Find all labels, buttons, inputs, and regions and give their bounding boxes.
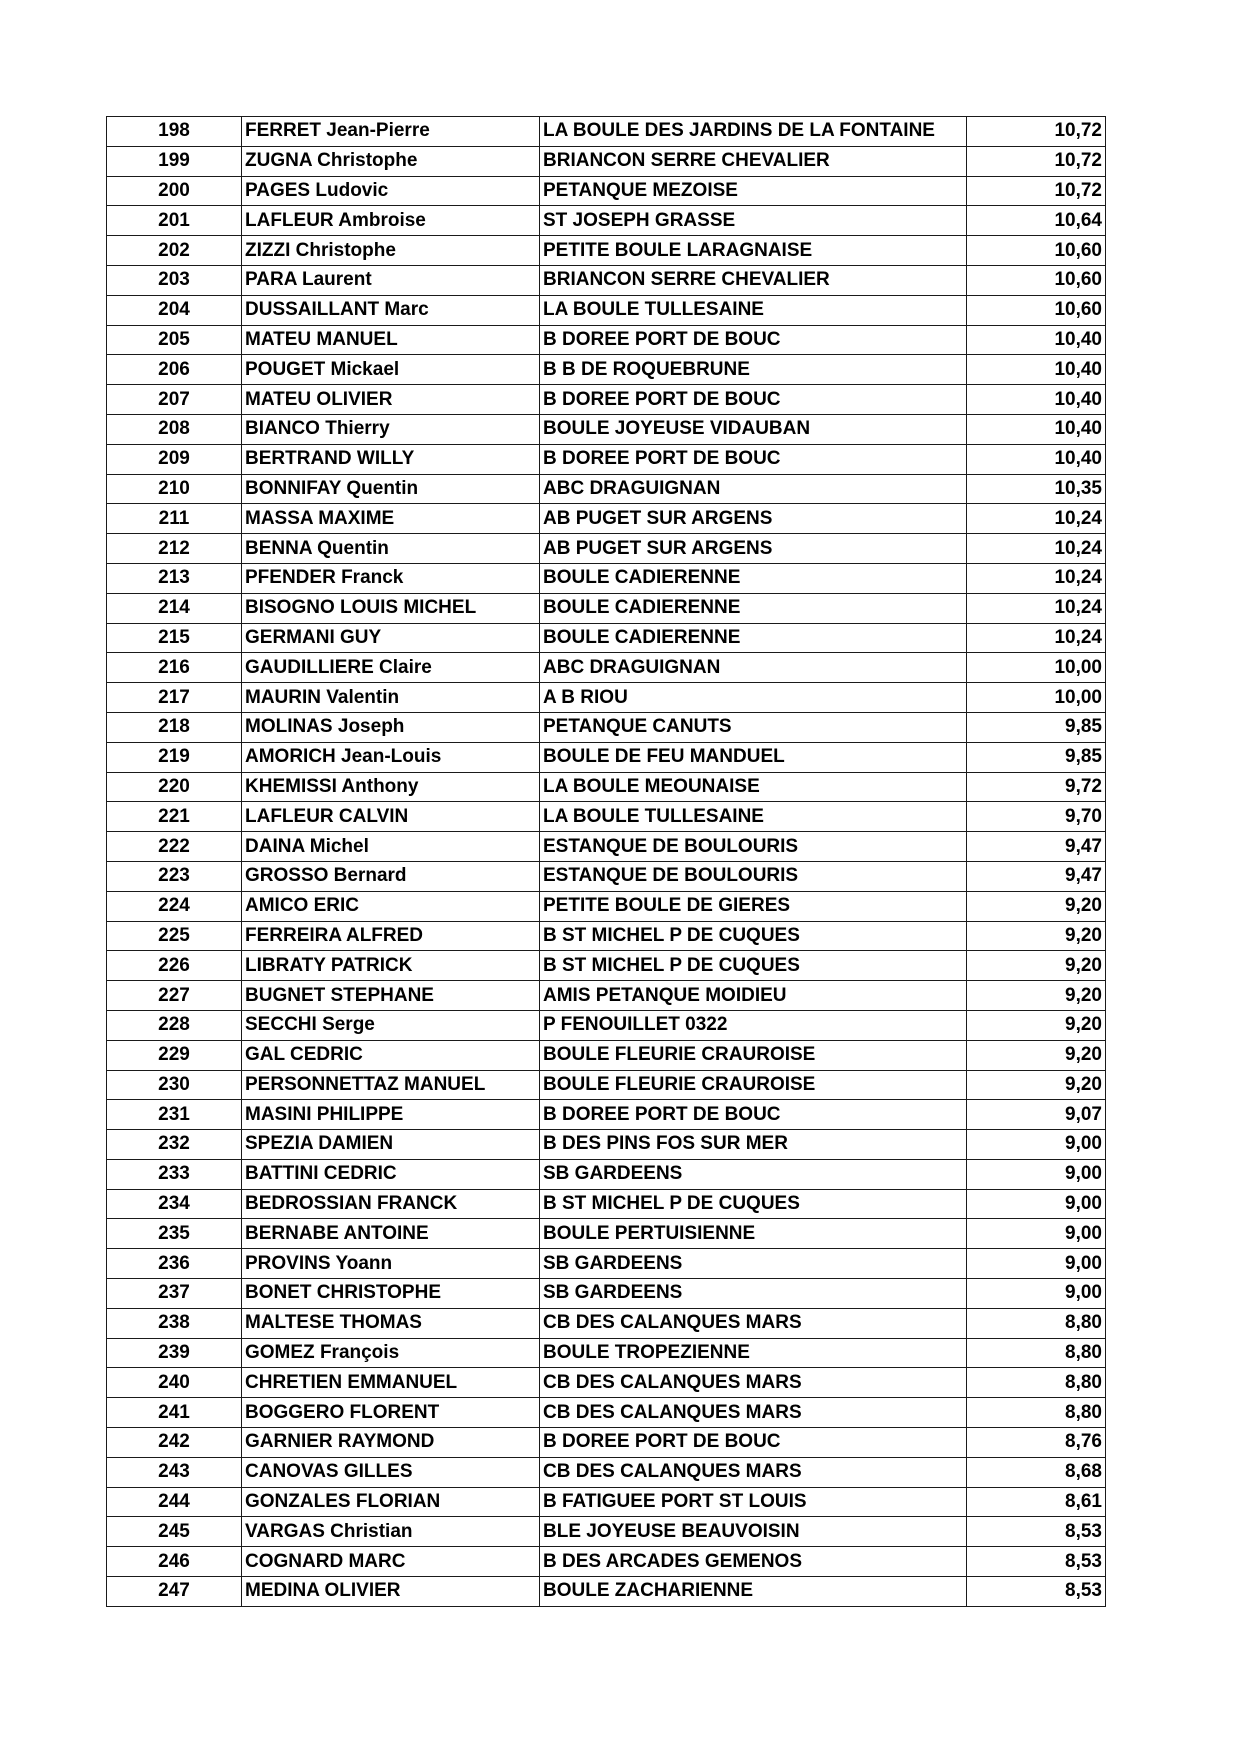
table-row bbox=[107, 1308, 1106, 1338]
ranking-table bbox=[106, 116, 1106, 1607]
player-name-cell: FERREIRA ALFRED bbox=[242, 921, 540, 951]
score-cell: 9,47 bbox=[967, 832, 1106, 862]
rank-cell: 202 bbox=[107, 236, 242, 266]
player-name-cell: GAL CEDRIC bbox=[242, 1040, 540, 1070]
club-name-cell: ABC DRAGUIGNAN bbox=[540, 653, 967, 683]
club-name-cell: A B RIOU bbox=[540, 683, 967, 713]
table-row bbox=[107, 683, 1106, 713]
player-name-cell: BATTINI CEDRIC bbox=[242, 1159, 540, 1189]
player-name-cell: MEDINA OLIVIER bbox=[242, 1577, 540, 1607]
rank-cell: 242 bbox=[107, 1428, 242, 1458]
rank-cell: 205 bbox=[107, 325, 242, 355]
player-name-cell: GAUDILLIERE Claire bbox=[242, 653, 540, 683]
player-name-cell: PERSONNETTAZ MANUEL bbox=[242, 1070, 540, 1100]
player-name-cell: MATEU MANUEL bbox=[242, 325, 540, 355]
rank-cell: 232 bbox=[107, 1130, 242, 1160]
rank-cell: 200 bbox=[107, 176, 242, 206]
score-cell: 10,64 bbox=[967, 206, 1106, 236]
rank-cell: 206 bbox=[107, 355, 242, 385]
club-name-cell: B DOREE PORT DE BOUC bbox=[540, 444, 967, 474]
table-row bbox=[107, 1130, 1106, 1160]
rank-cell: 241 bbox=[107, 1398, 242, 1428]
player-name-cell: BERNABE ANTOINE bbox=[242, 1219, 540, 1249]
club-name-cell: P FENOUILLET 0322 bbox=[540, 1010, 967, 1040]
rank-cell: 216 bbox=[107, 653, 242, 683]
score-cell: 9,00 bbox=[967, 1249, 1106, 1279]
player-name-cell: COGNARD MARC bbox=[242, 1547, 540, 1577]
score-cell: 10,24 bbox=[967, 534, 1106, 564]
rank-cell: 214 bbox=[107, 593, 242, 623]
club-name-cell: BOULE DE FEU MANDUEL bbox=[540, 742, 967, 772]
table-row bbox=[107, 176, 1106, 206]
club-name-cell: BLE JOYEUSE BEAUVOISIN bbox=[540, 1517, 967, 1547]
table-row bbox=[107, 1487, 1106, 1517]
club-name-cell: PETANQUE MEZOISE bbox=[540, 176, 967, 206]
score-cell: 9,72 bbox=[967, 772, 1106, 802]
player-name-cell: GONZALES FLORIAN bbox=[242, 1487, 540, 1517]
player-name-cell: GOMEZ François bbox=[242, 1338, 540, 1368]
table-row bbox=[107, 1249, 1106, 1279]
score-cell: 8,53 bbox=[967, 1547, 1106, 1577]
player-name-cell: DAINA Michel bbox=[242, 832, 540, 862]
club-name-cell: B DES PINS FOS SUR MER bbox=[540, 1130, 967, 1160]
club-name-cell: ESTANQUE DE BOULOURIS bbox=[540, 861, 967, 891]
player-name-cell: BONET CHRISTOPHE bbox=[242, 1279, 540, 1309]
player-name-cell: PFENDER Franck bbox=[242, 563, 540, 593]
club-name-cell: B ST MICHEL P DE CUQUES bbox=[540, 921, 967, 951]
score-cell: 10,60 bbox=[967, 236, 1106, 266]
table-row bbox=[107, 832, 1106, 862]
table-row bbox=[107, 1368, 1106, 1398]
club-name-cell: BOULE JOYEUSE VIDAUBAN bbox=[540, 414, 967, 444]
rank-cell: 207 bbox=[107, 385, 242, 415]
club-name-cell: BOULE FLEURIE CRAUROISE bbox=[540, 1040, 967, 1070]
club-name-cell: B DOREE PORT DE BOUC bbox=[540, 325, 967, 355]
club-name-cell: AB PUGET SUR ARGENS bbox=[540, 534, 967, 564]
score-cell: 9,20 bbox=[967, 951, 1106, 981]
club-name-cell: BOULE CADIERENNE bbox=[540, 623, 967, 653]
rank-cell: 243 bbox=[107, 1457, 242, 1487]
score-cell: 10,72 bbox=[967, 146, 1106, 176]
table-row bbox=[107, 295, 1106, 325]
rank-cell: 246 bbox=[107, 1547, 242, 1577]
player-name-cell: MASINI PHILIPPE bbox=[242, 1100, 540, 1130]
club-name-cell: SB GARDEENS bbox=[540, 1279, 967, 1309]
score-cell: 9,00 bbox=[967, 1130, 1106, 1160]
table-row bbox=[107, 1010, 1106, 1040]
club-name-cell: LA BOULE DES JARDINS DE LA FONTAINE bbox=[540, 117, 967, 147]
table-row bbox=[107, 772, 1106, 802]
score-cell: 10,24 bbox=[967, 623, 1106, 653]
rank-cell: 233 bbox=[107, 1159, 242, 1189]
rank-cell: 203 bbox=[107, 265, 242, 295]
player-name-cell: FERRET Jean-Pierre bbox=[242, 117, 540, 147]
score-cell: 10,40 bbox=[967, 325, 1106, 355]
rank-cell: 226 bbox=[107, 951, 242, 981]
score-cell: 8,80 bbox=[967, 1368, 1106, 1398]
table-row bbox=[107, 265, 1106, 295]
club-name-cell: AMIS PETANQUE MOIDIEU bbox=[540, 981, 967, 1011]
player-name-cell: MASSA MAXIME bbox=[242, 504, 540, 534]
player-name-cell: AMICO ERIC bbox=[242, 891, 540, 921]
rank-cell: 237 bbox=[107, 1279, 242, 1309]
score-cell: 10,40 bbox=[967, 385, 1106, 415]
club-name-cell: ABC DRAGUIGNAN bbox=[540, 474, 967, 504]
score-cell: 8,80 bbox=[967, 1338, 1106, 1368]
rank-cell: 222 bbox=[107, 832, 242, 862]
rank-cell: 247 bbox=[107, 1577, 242, 1607]
player-name-cell: BEDROSSIAN FRANCK bbox=[242, 1189, 540, 1219]
table-row bbox=[107, 921, 1106, 951]
table-row bbox=[107, 563, 1106, 593]
table-row bbox=[107, 1100, 1106, 1130]
club-name-cell: B DOREE PORT DE BOUC bbox=[540, 1100, 967, 1130]
club-name-cell: B FATIGUEE PORT ST LOUIS bbox=[540, 1487, 967, 1517]
rank-cell: 198 bbox=[107, 117, 242, 147]
table-row bbox=[107, 1159, 1106, 1189]
club-name-cell: CB DES CALANQUES MARS bbox=[540, 1398, 967, 1428]
score-cell: 10,40 bbox=[967, 444, 1106, 474]
table-row bbox=[107, 355, 1106, 385]
table-row bbox=[107, 712, 1106, 742]
score-cell: 10,24 bbox=[967, 563, 1106, 593]
rank-cell: 225 bbox=[107, 921, 242, 951]
club-name-cell: LA BOULE TULLESAINE bbox=[540, 802, 967, 832]
rank-cell: 201 bbox=[107, 206, 242, 236]
player-name-cell: DUSSAILLANT Marc bbox=[242, 295, 540, 325]
table-row bbox=[107, 1279, 1106, 1309]
score-cell: 8,53 bbox=[967, 1577, 1106, 1607]
score-cell: 9,00 bbox=[967, 1219, 1106, 1249]
score-cell: 8,76 bbox=[967, 1428, 1106, 1458]
score-cell: 9,20 bbox=[967, 921, 1106, 951]
rank-cell: 223 bbox=[107, 861, 242, 891]
table-row bbox=[107, 891, 1106, 921]
player-name-cell: PROVINS Yoann bbox=[242, 1249, 540, 1279]
score-cell: 9,00 bbox=[967, 1279, 1106, 1309]
score-cell: 8,80 bbox=[967, 1398, 1106, 1428]
table-row bbox=[107, 861, 1106, 891]
club-name-cell: BOULE ZACHARIENNE bbox=[540, 1577, 967, 1607]
player-name-cell: LIBRATY PATRICK bbox=[242, 951, 540, 981]
score-cell: 9,00 bbox=[967, 1189, 1106, 1219]
table-row bbox=[107, 325, 1106, 355]
table-row bbox=[107, 146, 1106, 176]
player-name-cell: VARGAS Christian bbox=[242, 1517, 540, 1547]
rank-cell: 234 bbox=[107, 1189, 242, 1219]
player-name-cell: BIANCO Thierry bbox=[242, 414, 540, 444]
ranking-table-body bbox=[107, 117, 1106, 1607]
score-cell: 9,20 bbox=[967, 1010, 1106, 1040]
player-name-cell: PARA Laurent bbox=[242, 265, 540, 295]
rank-cell: 245 bbox=[107, 1517, 242, 1547]
table-row bbox=[107, 623, 1106, 653]
player-name-cell: MOLINAS Joseph bbox=[242, 712, 540, 742]
club-name-cell: CB DES CALANQUES MARS bbox=[540, 1308, 967, 1338]
score-cell: 9,20 bbox=[967, 1070, 1106, 1100]
table-row bbox=[107, 593, 1106, 623]
rank-cell: 210 bbox=[107, 474, 242, 504]
club-name-cell: BOULE PERTUISIENNE bbox=[540, 1219, 967, 1249]
player-name-cell: POUGET Mickael bbox=[242, 355, 540, 385]
table-row bbox=[107, 117, 1106, 147]
rank-cell: 209 bbox=[107, 444, 242, 474]
player-name-cell: LAFLEUR Ambroise bbox=[242, 206, 540, 236]
club-name-cell: BOULE TROPEZIENNE bbox=[540, 1338, 967, 1368]
score-cell: 9,85 bbox=[967, 712, 1106, 742]
player-name-cell: AMORICH Jean-Louis bbox=[242, 742, 540, 772]
score-cell: 8,53 bbox=[967, 1517, 1106, 1547]
player-name-cell: LAFLEUR CALVIN bbox=[242, 802, 540, 832]
club-name-cell: SB GARDEENS bbox=[540, 1159, 967, 1189]
rank-cell: 217 bbox=[107, 683, 242, 713]
club-name-cell: BRIANCON SERRE CHEVALIER bbox=[540, 146, 967, 176]
score-cell: 10,24 bbox=[967, 593, 1106, 623]
table-row bbox=[107, 236, 1106, 266]
club-name-cell: CB DES CALANQUES MARS bbox=[540, 1368, 967, 1398]
player-name-cell: ZUGNA Christophe bbox=[242, 146, 540, 176]
player-name-cell: MAURIN Valentin bbox=[242, 683, 540, 713]
score-cell: 9,07 bbox=[967, 1100, 1106, 1130]
rank-cell: 221 bbox=[107, 802, 242, 832]
club-name-cell: SB GARDEENS bbox=[540, 1249, 967, 1279]
table-row bbox=[107, 1219, 1106, 1249]
rank-cell: 231 bbox=[107, 1100, 242, 1130]
table-row bbox=[107, 444, 1106, 474]
score-cell: 10,24 bbox=[967, 504, 1106, 534]
table-row bbox=[107, 1547, 1106, 1577]
table-row bbox=[107, 534, 1106, 564]
player-name-cell: GERMANI GUY bbox=[242, 623, 540, 653]
player-name-cell: GARNIER RAYMOND bbox=[242, 1428, 540, 1458]
rank-cell: 236 bbox=[107, 1249, 242, 1279]
score-cell: 9,00 bbox=[967, 1159, 1106, 1189]
club-name-cell: B DOREE PORT DE BOUC bbox=[540, 385, 967, 415]
player-name-cell: CANOVAS GILLES bbox=[242, 1457, 540, 1487]
rank-cell: 219 bbox=[107, 742, 242, 772]
table-row bbox=[107, 414, 1106, 444]
club-name-cell: B ST MICHEL P DE CUQUES bbox=[540, 951, 967, 981]
player-name-cell: KHEMISSI Anthony bbox=[242, 772, 540, 802]
club-name-cell: BOULE CADIERENNE bbox=[540, 593, 967, 623]
player-name-cell: BUGNET STEPHANE bbox=[242, 981, 540, 1011]
rank-cell: 229 bbox=[107, 1040, 242, 1070]
club-name-cell: BOULE FLEURIE CRAUROISE bbox=[540, 1070, 967, 1100]
score-cell: 10,60 bbox=[967, 265, 1106, 295]
player-name-cell: BISOGNO LOUIS MICHEL bbox=[242, 593, 540, 623]
score-cell: 9,85 bbox=[967, 742, 1106, 772]
rank-cell: 218 bbox=[107, 712, 242, 742]
player-name-cell: CHRETIEN EMMANUEL bbox=[242, 1368, 540, 1398]
table-row bbox=[107, 653, 1106, 683]
score-cell: 10,72 bbox=[967, 176, 1106, 206]
player-name-cell: MATEU OLIVIER bbox=[242, 385, 540, 415]
club-name-cell: PETITE BOULE LARAGNAISE bbox=[540, 236, 967, 266]
score-cell: 9,20 bbox=[967, 1040, 1106, 1070]
rank-cell: 208 bbox=[107, 414, 242, 444]
score-cell: 9,20 bbox=[967, 981, 1106, 1011]
player-name-cell: BONNIFAY Quentin bbox=[242, 474, 540, 504]
rank-cell: 213 bbox=[107, 563, 242, 593]
rank-cell: 215 bbox=[107, 623, 242, 653]
club-name-cell: B DES ARCADES GEMENOS bbox=[540, 1547, 967, 1577]
table-row bbox=[107, 951, 1106, 981]
rank-cell: 211 bbox=[107, 504, 242, 534]
score-cell: 10,40 bbox=[967, 414, 1106, 444]
score-cell: 9,47 bbox=[967, 861, 1106, 891]
table-row bbox=[107, 206, 1106, 236]
club-name-cell: LA BOULE TULLESAINE bbox=[540, 295, 967, 325]
club-name-cell: CB DES CALANQUES MARS bbox=[540, 1457, 967, 1487]
rank-cell: 235 bbox=[107, 1219, 242, 1249]
table-row bbox=[107, 1577, 1106, 1607]
club-name-cell: LA BOULE MEOUNAISE bbox=[540, 772, 967, 802]
rank-cell: 240 bbox=[107, 1368, 242, 1398]
rank-cell: 224 bbox=[107, 891, 242, 921]
score-cell: 8,68 bbox=[967, 1457, 1106, 1487]
club-name-cell: BOULE CADIERENNE bbox=[540, 563, 967, 593]
table-row bbox=[107, 1428, 1106, 1458]
score-cell: 10,72 bbox=[967, 117, 1106, 147]
score-cell: 10,00 bbox=[967, 653, 1106, 683]
table-row bbox=[107, 1189, 1106, 1219]
club-name-cell: ST JOSEPH GRASSE bbox=[540, 206, 967, 236]
rank-cell: 227 bbox=[107, 981, 242, 1011]
score-cell: 10,35 bbox=[967, 474, 1106, 504]
player-name-cell: SECCHI Serge bbox=[242, 1010, 540, 1040]
rank-cell: 220 bbox=[107, 772, 242, 802]
player-name-cell: BERTRAND WILLY bbox=[242, 444, 540, 474]
player-name-cell: ZIZZI Christophe bbox=[242, 236, 540, 266]
rank-cell: 238 bbox=[107, 1308, 242, 1338]
score-cell: 8,61 bbox=[967, 1487, 1106, 1517]
score-cell: 9,70 bbox=[967, 802, 1106, 832]
player-name-cell: SPEZIA DAMIEN bbox=[242, 1130, 540, 1160]
score-cell: 10,00 bbox=[967, 683, 1106, 713]
table-row bbox=[107, 1517, 1106, 1547]
score-cell: 10,60 bbox=[967, 295, 1106, 325]
table-row bbox=[107, 474, 1106, 504]
table-row bbox=[107, 802, 1106, 832]
player-name-cell: GROSSO Bernard bbox=[242, 861, 540, 891]
rank-cell: 204 bbox=[107, 295, 242, 325]
table-row bbox=[107, 1338, 1106, 1368]
club-name-cell: B ST MICHEL P DE CUQUES bbox=[540, 1189, 967, 1219]
table-row bbox=[107, 1040, 1106, 1070]
score-cell: 9,20 bbox=[967, 891, 1106, 921]
rank-cell: 212 bbox=[107, 534, 242, 564]
player-name-cell: BOGGERO FLORENT bbox=[242, 1398, 540, 1428]
club-name-cell: BRIANCON SERRE CHEVALIER bbox=[540, 265, 967, 295]
table-row bbox=[107, 1398, 1106, 1428]
table-row bbox=[107, 1070, 1106, 1100]
player-name-cell: MALTESE THOMAS bbox=[242, 1308, 540, 1338]
score-cell: 8,80 bbox=[967, 1308, 1106, 1338]
score-cell: 10,40 bbox=[967, 355, 1106, 385]
rank-cell: 239 bbox=[107, 1338, 242, 1368]
rank-cell: 199 bbox=[107, 146, 242, 176]
player-name-cell: BENNA Quentin bbox=[242, 534, 540, 564]
rank-cell: 244 bbox=[107, 1487, 242, 1517]
table-row bbox=[107, 742, 1106, 772]
table-row bbox=[107, 1457, 1106, 1487]
club-name-cell: PETANQUE CANUTS bbox=[540, 712, 967, 742]
club-name-cell: AB PUGET SUR ARGENS bbox=[540, 504, 967, 534]
table-row bbox=[107, 504, 1106, 534]
rank-cell: 230 bbox=[107, 1070, 242, 1100]
club-name-cell: B B DE ROQUEBRUNE bbox=[540, 355, 967, 385]
club-name-cell: PETITE BOULE DE GIERES bbox=[540, 891, 967, 921]
club-name-cell: ESTANQUE DE BOULOURIS bbox=[540, 832, 967, 862]
club-name-cell: B DOREE PORT DE BOUC bbox=[540, 1428, 967, 1458]
player-name-cell: PAGES Ludovic bbox=[242, 176, 540, 206]
table-row bbox=[107, 981, 1106, 1011]
rank-cell: 228 bbox=[107, 1010, 242, 1040]
table-row bbox=[107, 385, 1106, 415]
